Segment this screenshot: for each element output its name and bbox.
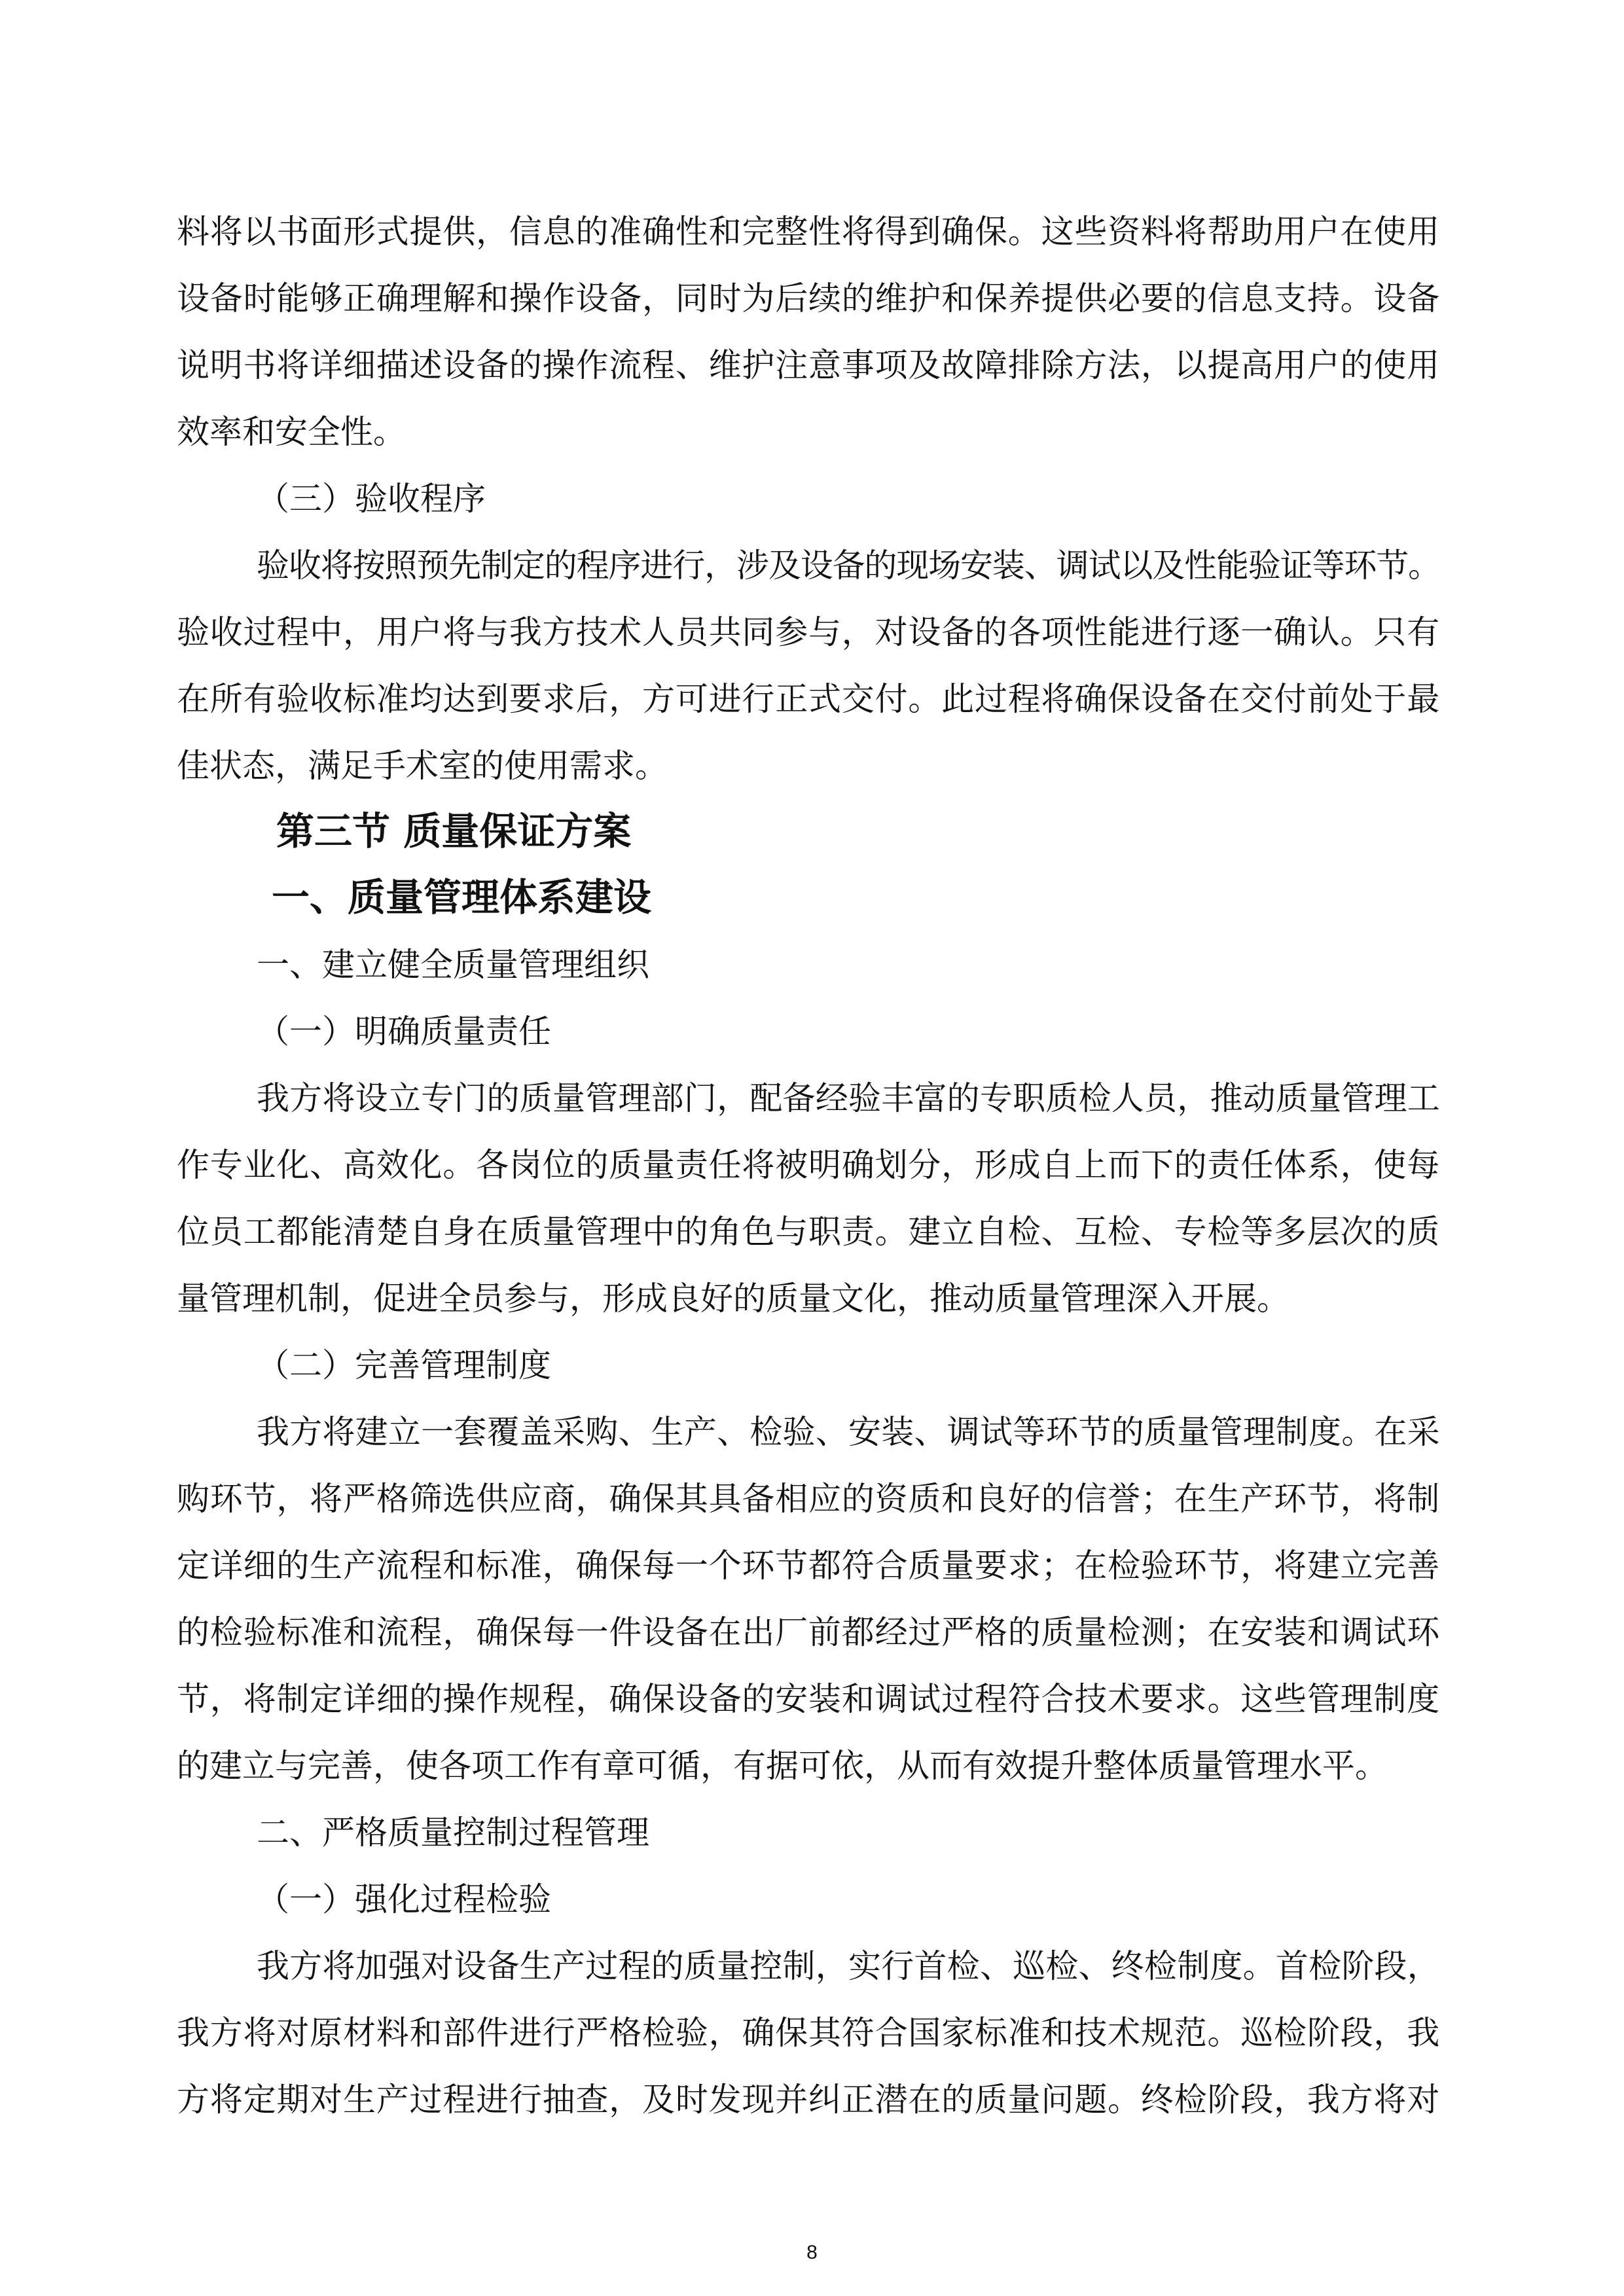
- text-line: 设备时能够正确理解和操作设备，同时为后续的维护和保养提供必要的信息支持。设备: [177, 279, 1440, 317]
- paragraph: [177, 1399, 1440, 1799]
- text-line: （一）强化过程检验: [257, 1880, 551, 1918]
- text-line: 二、严格质量控制过程管理: [257, 1814, 649, 1852]
- text-line-row: [177, 732, 1440, 799]
- subheading: [177, 1332, 1440, 1399]
- text-line-row: [177, 1732, 1440, 1799]
- document-body: [177, 198, 1440, 2133]
- text-line-row: [177, 1465, 1440, 1532]
- text-line-row: [177, 1198, 1440, 1265]
- subheading: [177, 465, 1440, 532]
- text-line: （三）验收程序: [257, 480, 486, 518]
- text-line: 效率和安全性。: [177, 413, 406, 451]
- text-line-row: [177, 532, 1440, 599]
- paragraph: [177, 198, 1440, 465]
- text-line: 佳状态，满足手术室的使用需求。: [177, 747, 668, 785]
- text-line: 验收过程中，用户将与我方技术人员共同参与，对设备的各项性能进行逐一确认。只有: [177, 613, 1440, 651]
- text-line: 验收将按照预先制定的程序进行，涉及设备的现场安装、调试以及性能验证等环节。: [257, 547, 1440, 584]
- text-line: （一）明确质量责任: [257, 1013, 551, 1050]
- text-line: 我方将设立专门的质量管理部门，配备经验丰富的专职质检人员，推动质量管理工: [257, 1079, 1440, 1117]
- page-number: 8: [806, 2242, 818, 2263]
- text-line-row: [177, 465, 1440, 532]
- text-line-row: [177, 2000, 1440, 2066]
- heading-text: 一、质量管理体系建设: [272, 875, 652, 920]
- text-line-row: [177, 1799, 1440, 1866]
- text-line-row: [177, 332, 1440, 399]
- text-line-row: [177, 265, 1440, 332]
- text-line-row: [177, 1399, 1440, 1465]
- text-line-row: [177, 1332, 1440, 1399]
- text-line-row: [177, 1132, 1440, 1198]
- subheading: [177, 998, 1440, 1065]
- text-line-row: [177, 1532, 1440, 1599]
- text-line: 我方将建立一套覆盖采购、生产、检验、安装、调试等环节的质量管理制度。在采: [257, 1413, 1440, 1451]
- text-line: 料将以书面形式提供，信息的准确性和完整性将得到确保。这些资料将帮助用户在使用: [177, 213, 1440, 251]
- text-line-row: [177, 931, 1440, 998]
- text-line-row: [177, 1866, 1440, 1933]
- subheading: [177, 1799, 1440, 1866]
- text-line-row: [177, 666, 1440, 732]
- text-line: 方将定期对生产过程进行抽查，及时发现并纠正潜在的质量问题。终检阶段，我方将对: [177, 2081, 1440, 2119]
- text-line-row: [177, 1265, 1440, 1332]
- text-line-row: [177, 2066, 1440, 2133]
- text-line: 我方将对原材料和部件进行严格检验，确保其符合国家标准和技术规范。巡检阶段，我: [177, 2014, 1440, 2052]
- subheading: [177, 1866, 1440, 1933]
- text-line-row: [177, 1666, 1440, 1732]
- text-line-row: [177, 198, 1440, 265]
- text-line-row: [177, 1065, 1440, 1132]
- text-line: 位员工都能清楚自身在质量管理中的角色与职责。建立自检、互检、专检等多层次的质: [177, 1213, 1440, 1251]
- paragraph: [177, 1933, 1440, 2133]
- text-line: （二）完善管理制度: [257, 1346, 551, 1384]
- text-line: 的检验标准和流程，确保每一件设备在出厂前都经过严格的质量检测；在安装和调试环: [177, 1613, 1440, 1651]
- text-line: 我方将加强对设备生产过程的质量控制，实行首检、巡检、终检制度。首检阶段，: [257, 1947, 1440, 1985]
- paragraph: [177, 532, 1440, 799]
- text-line: 量管理机制，促进全员参与，形成良好的质量文化，推动质量管理深入开展。: [177, 1280, 1290, 1318]
- text-line-row: [177, 399, 1440, 465]
- chapter-heading: [177, 863, 1440, 931]
- text-line-row: [177, 1599, 1440, 1666]
- heading-text: 第三节 质量保证方案: [276, 809, 632, 853]
- text-line: 购环节，将严格筛选供应商，确保其具备相应的资质和良好的信誉；在生产环节，将制: [177, 1480, 1440, 1518]
- text-line: 作专业化、高效化。各岗位的质量责任将被明确划分，形成自上而下的责任体系，使每: [177, 1146, 1440, 1184]
- text-line: 定详细的生产流程和标准，确保每一个环节都符合质量要求；在检验环节，将建立完善: [177, 1547, 1440, 1585]
- text-line-row: [177, 599, 1440, 666]
- text-line-row: [177, 998, 1440, 1065]
- text-line-row: [177, 1933, 1440, 2000]
- text-line: 说明书将详细描述设备的操作流程、维护注意事项及故障排除方法，以提高用户的使用: [177, 346, 1440, 384]
- text-line: 节，将制定详细的操作规程，确保设备的安装和调试过程符合技术要求。这些管理制度: [177, 1680, 1440, 1718]
- paragraph: [177, 1065, 1440, 1332]
- text-line: 在所有验收标准均达到要求后，方可进行正式交付。此过程将确保设备在交付前处于最: [177, 680, 1440, 718]
- text-line: 一、建立健全质量管理组织: [257, 946, 649, 984]
- subheading: [177, 931, 1440, 998]
- section-heading: [177, 799, 1440, 863]
- text-line: 的建立与完善，使各项工作有章可循，有据可依，从而有效提升整体质量管理水平。: [177, 1747, 1388, 1785]
